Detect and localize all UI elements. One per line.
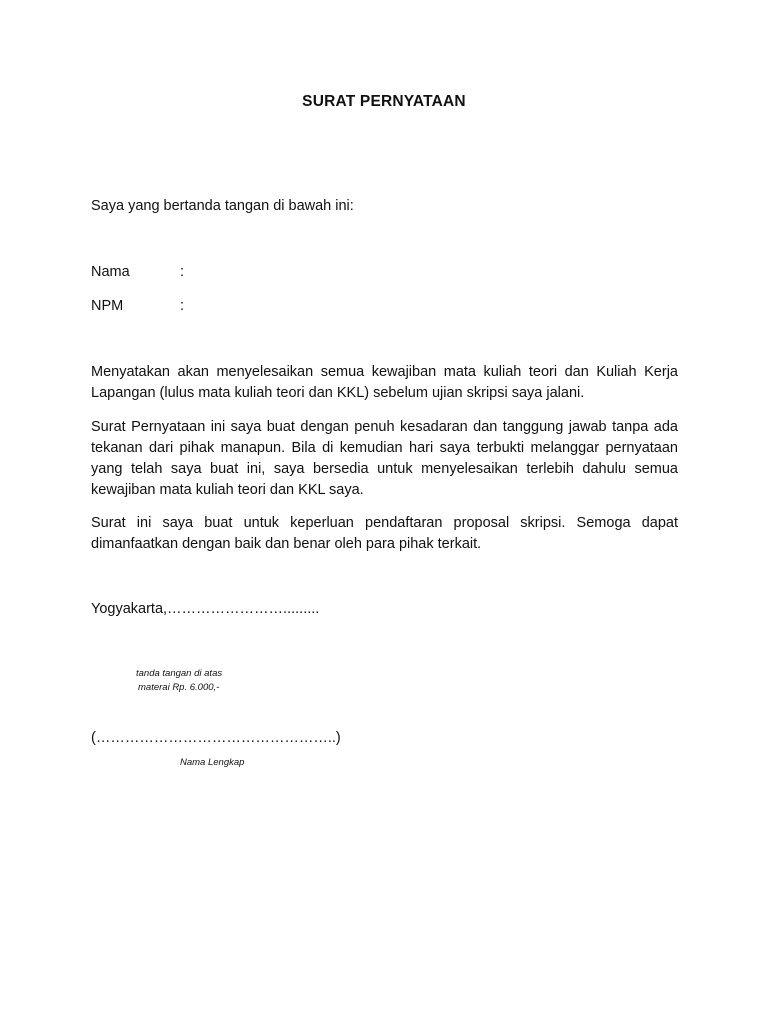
paragraph-purpose: Surat ini saya buat untuk keperluan pendaftaran proposal skripsi. Semoga dapat dimanfaatkan dengan baik dan benar oleh para pihak terkait.: [91, 515, 678, 552]
place-date-line: Yogyakarta,…………………….........: [91, 601, 320, 617]
name-caption: Nama Lengkap: [180, 757, 245, 768]
paragraph-statement: Menyatakan akan menyelesaikan semua kewajiban mata kuliah teori dan Kuliah Kerja Lapangan (lulus mata kuliah teori dan KKL) sebelum ujian skripsi saya jalani.: [91, 364, 678, 401]
paragraph-awareness: Surat Pernyataan ini saya buat dengan penuh kesadaran dan tanggung jawab tanpa ada tekanan dari pihak manapun. Bila di kemudian hari saya terbukti melanggar pernyataan yang telah saya buat ini, saya bersedia untuk menyelesaikan terlebih dahulu semua kewajiban mata kuliah teori dan KKL saya.: [91, 419, 678, 498]
intro-text: Saya yang bertanda tangan di bawah ini:: [91, 198, 354, 214]
document-title: SURAT PERNYATAAN: [302, 93, 466, 110]
field-colon-nama: :: [180, 264, 185, 280]
signature-note-line2: materai Rp. 6.000,-: [138, 682, 220, 693]
field-label-npm: NPM: [91, 298, 124, 314]
signature-note-line1: tanda tangan di atas: [136, 668, 223, 679]
name-signature-blank: (…………………………………………..): [91, 730, 341, 746]
field-colon-npm: :: [180, 298, 185, 314]
field-label-nama: Nama: [91, 264, 130, 280]
